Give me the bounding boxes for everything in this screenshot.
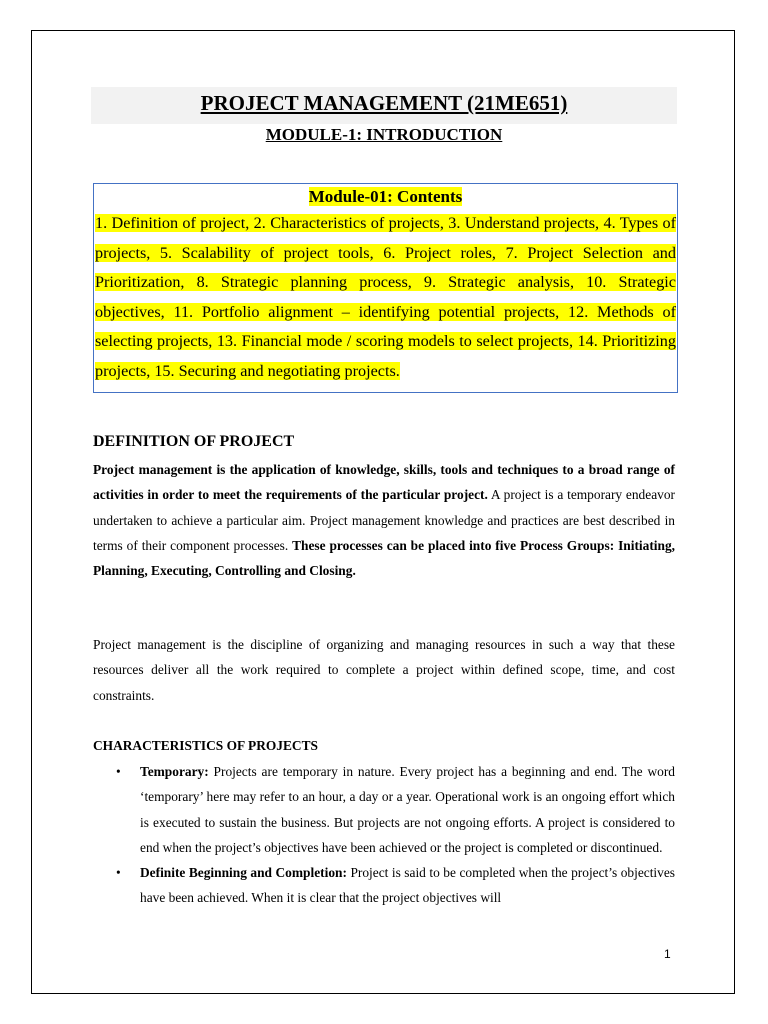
contents-list-text: 1. Definition of project, 2. Characteristics of projects, 3. Understand projects, 4. Types of projects, 5. Scalability of project tools, 6. Project roles, 7. Project Selection and Prioritization, 8. Strategic planning process, 9. Strategic analysis, 10. Strategic objectives, 11. Portfolio alignment – identifying potential projects, 12. Methods of selecting projects, 13. Financial mode / scoring models to select projects, 14. Prioritizing projects, 15. Securing and negotiating projects. [95,214,676,380]
definition-heading: DEFINITION OF PROJECT [93,433,295,450]
document-title: PROJECT MANAGEMENT (21ME651) [200,91,568,115]
list-item-label: Temporary: [140,764,209,779]
list-item-label: Definite Beginning and Completion: [140,865,347,881]
definition-bold-lead: Project management is the application of knowledge, skills, tools and techniques to a broad range of activities in order to meet the requirements of the particular project. [93,462,675,503]
definition-paragraph-2: Project management is the discipline of organizing and managing resources in such a way that these resources deliver all the work required to complete a project within defined scope, time, and cost constraints. [93,637,675,703]
list-item [93,860,675,911]
list-item-text: Project is said to be completed when the project’s objectives have been achieved. When it is clear that the project objectives will [140,865,675,906]
page-number: 1 [664,947,671,961]
characteristics-list [93,759,675,911]
definition-bold-process-groups: These processes can be placed into five Process Groups: Initiating, Planning, Executing, Controlling and Closing. [93,537,675,579]
contents-heading [94,185,677,209]
characteristics-heading: CHARACTERISTICS OF PROJECTS [93,738,318,753]
definition-normal-text: A project is a temporary endeavor undertaken to achieve a particular aim. Project management knowledge and practices are best described in terms of their component processes. [93,487,675,553]
definition-paragraph-1 [93,457,675,583]
list-item [93,759,675,860]
contents-list [94,209,677,387]
bullet-icon: • [116,764,121,779]
bullet-icon: • [116,865,121,881]
contents-heading-text: Module-01: Contents [308,187,463,206]
list-item-text: Projects are temporary in nature. Every project has a beginning and end. The word ‘temporary’ here may refer to an hour, a day or a year. Operational work is an ongoing effort which is executed to sustain the business. But projects are not ongoing efforts. A project is considered to end when the project’s objectives have been achieved or the project is completed or discontinued. [140,764,675,855]
title-band [91,87,677,124]
contents-box [93,183,678,393]
module-title: MODULE-1: INTRODUCTION [265,125,503,144]
